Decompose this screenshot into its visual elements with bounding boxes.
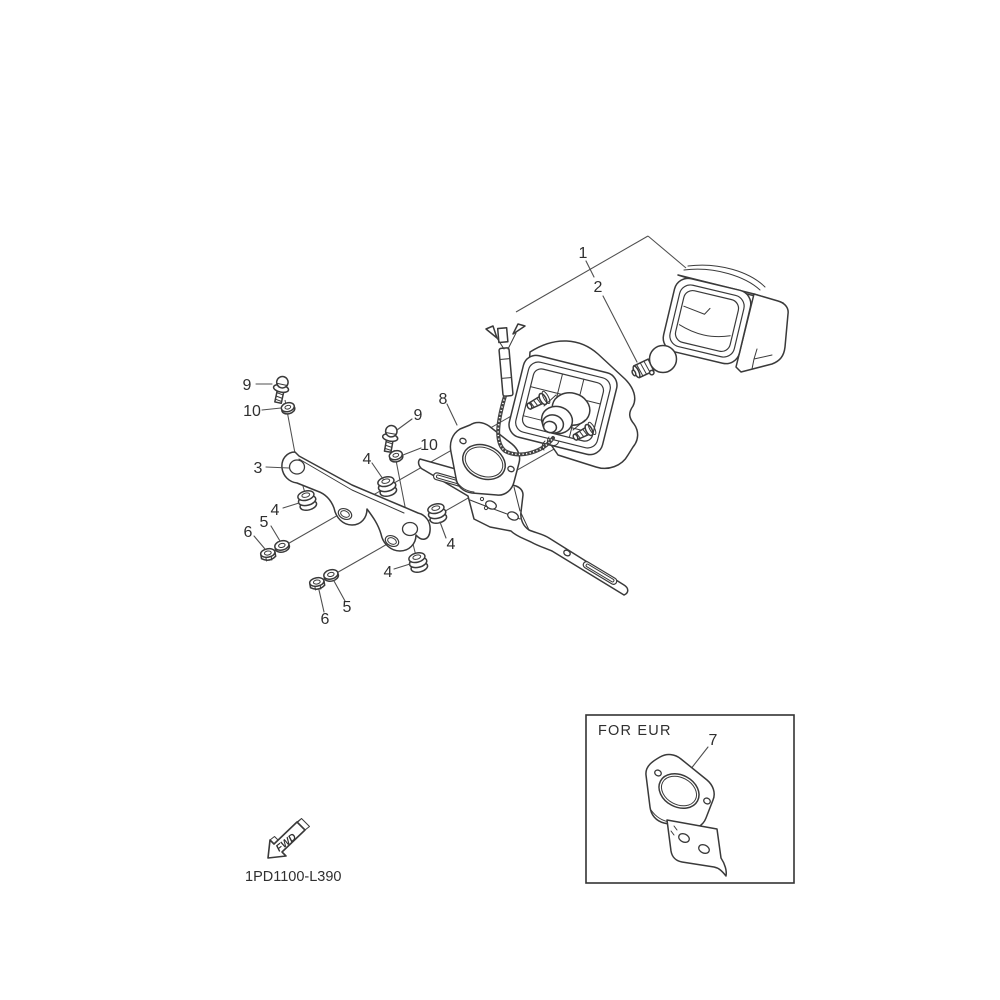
inset-title: FOR EUR: [598, 723, 672, 739]
washer-5: [323, 568, 340, 582]
callout-5a: 5: [259, 514, 269, 531]
callout-8: 8: [438, 391, 448, 408]
callout-4c: 4: [446, 536, 456, 553]
callout-2: 2: [593, 279, 603, 296]
callout-9a: 9: [242, 377, 252, 394]
screw-9: [380, 424, 400, 453]
callout-6b: 6: [320, 611, 330, 628]
gasket-8: [450, 422, 519, 495]
taillight-lens: [660, 265, 788, 372]
callout-4a: 4: [270, 502, 280, 519]
license-bracket: [419, 459, 628, 595]
callout-10b: 10: [420, 437, 438, 454]
bulb: [630, 346, 677, 383]
washer-10: [280, 401, 295, 415]
nut-6: [309, 577, 325, 591]
callout-3: 3: [253, 460, 263, 477]
wire-terminal-arrow: [486, 326, 497, 338]
nut-6: [260, 548, 276, 562]
eur-bracket-7: [646, 755, 726, 876]
bulb-glass: [650, 346, 677, 373]
washer-5: [274, 539, 291, 553]
damper-4: [376, 475, 398, 498]
damper-4: [426, 502, 448, 525]
damper-4: [296, 489, 318, 512]
wire-terminal-arrow: [513, 324, 525, 334]
callout-4b: 4: [362, 451, 372, 468]
callout-6a: 6: [243, 524, 253, 541]
fwd-marker: [268, 819, 310, 859]
for-eur-inset: [586, 715, 794, 883]
callout-1: 1: [578, 245, 588, 262]
callout-7: 7: [708, 732, 718, 749]
screw-9: [271, 375, 291, 404]
callout-5b: 5: [342, 599, 352, 616]
fwd-arrow-label: FWD: [274, 831, 299, 855]
diagram-code: 1PD1100-L390: [245, 869, 342, 885]
damper-4: [407, 551, 429, 574]
callout-4d: 4: [383, 564, 393, 581]
callout-9b: 9: [413, 407, 423, 424]
callout-10a: 10: [243, 403, 261, 420]
